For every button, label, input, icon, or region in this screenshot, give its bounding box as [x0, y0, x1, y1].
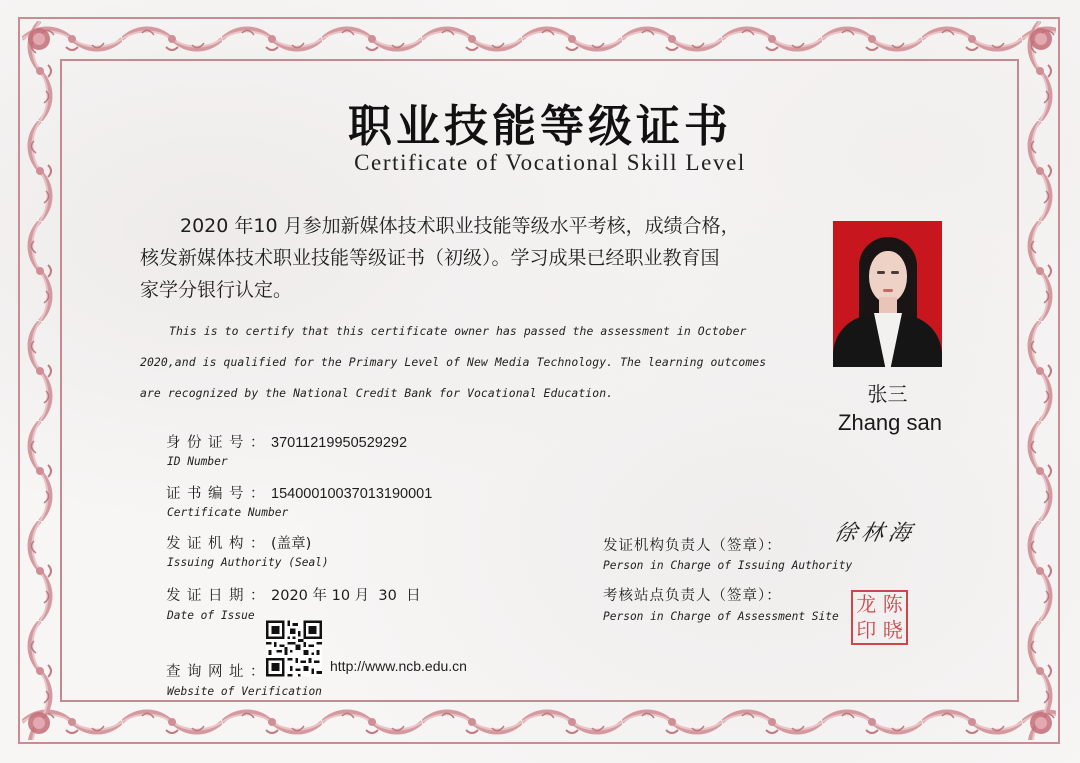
id-number-field — [166, 431, 407, 452]
date-of-issue-value: 2020 年 10 月 30 日 — [271, 588, 421, 604]
seal-char: 龙 — [856, 592, 877, 616]
corner-ornament-icon — [24, 24, 54, 54]
bottom-ornament-border — [22, 704, 1056, 740]
body-cn-line: 2020 年10 月参加新媒体技术职业技能等级水平考核，成绩合格， — [180, 215, 740, 237]
assessment-person-label-en: Person in Charge of Assessment Site — [603, 610, 839, 623]
body-en-line: are recognized by the National Credit Bank for Vocational Education. — [140, 386, 614, 400]
holder-photo — [833, 221, 942, 367]
corner-ornament-icon — [1026, 708, 1056, 738]
corner-ornament-icon — [1026, 24, 1056, 54]
assessment-person-seal — [851, 590, 908, 645]
body-en-line: 2020,and is qualified for the Primary Level of New Media Technology. The learning outcomes — [140, 355, 767, 369]
issuing-person-signature: 徐林海 — [831, 521, 919, 546]
assessment-person-label: 考核站点负责人（签章）： — [603, 588, 782, 604]
issuing-authority-label: 发证机构： — [166, 536, 271, 552]
certificate-number-field — [166, 482, 432, 503]
website-label-en: Website of Verification — [167, 685, 322, 698]
id-number-label-en: ID Number — [167, 455, 228, 468]
qr-code[interactable] — [266, 620, 322, 677]
top-ornament-border — [22, 21, 1056, 57]
seal-char: 印 — [856, 617, 877, 642]
certificate-number-value: 15400010037013190001 — [271, 486, 433, 502]
seal-char: 陈 — [882, 592, 903, 616]
holder-name-en: Zhang san — [838, 410, 942, 435]
body-cn-line: 家学分银行认定。 — [140, 279, 293, 301]
issuing-person-label: 发证机构负责人（签章）： — [603, 538, 782, 554]
certificate-title-en: Certificate of Vocational Skill Level — [354, 150, 746, 175]
issuing-person-label-en: Person in Charge of Issuing Authority — [603, 559, 853, 572]
date-of-issue-label-en: Date of Issue — [167, 609, 255, 622]
issuing-authority-field — [166, 532, 311, 553]
certificate-number-label: 证书编号： — [166, 486, 271, 502]
certificate-title-cn: 职业技能等级证书 — [348, 101, 732, 152]
id-number-value: 37011219950529292 — [271, 435, 408, 451]
issuing-authority-label-en: Issuing Authority (Seal) — [167, 556, 329, 569]
corner-ornament-icon — [24, 708, 54, 738]
website-field — [166, 660, 271, 681]
holder-name-cn: 张三 — [867, 382, 908, 406]
verification-url-link[interactable]: http://www.ncb.edu.cn — [330, 658, 467, 674]
website-label: 查询网址： — [166, 664, 271, 680]
date-of-issue-label: 发证日期： — [166, 588, 271, 604]
certificate-number-label-en: Certificate Number — [167, 506, 289, 519]
certificate-body-en — [140, 316, 800, 409]
certificate-body-cn — [140, 210, 780, 306]
date-of-issue-field — [166, 584, 421, 605]
body-cn-line: 核发新媒体技术职业技能等级证书（初级）。学习成果已经职业教育国 — [140, 247, 720, 269]
id-number-label: 身份证号： — [166, 435, 271, 451]
issuing-authority-value: (盖章) — [271, 536, 312, 552]
seal-char: 晓 — [882, 617, 903, 642]
body-en-line: This is to certify that this certificate owner has passed the assessment in October — [169, 324, 747, 338]
